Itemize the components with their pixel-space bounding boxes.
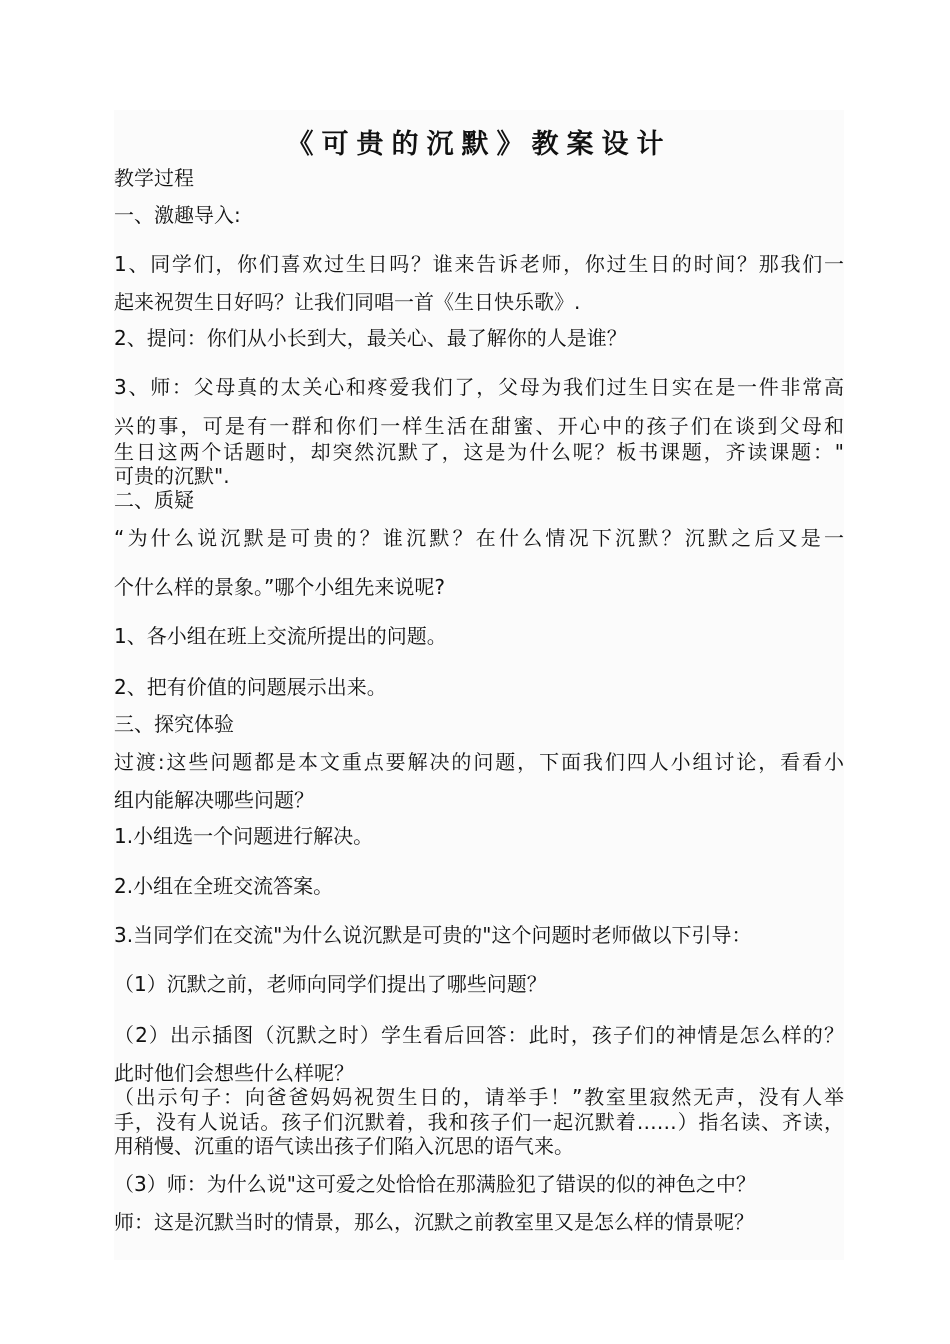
text-line: 此时他们会想些什么样呢？ bbox=[114, 1061, 354, 1085]
text-line: 用稍慢、沉重的语气读出孩子们陷入沉思的语气来。 bbox=[114, 1134, 574, 1158]
text-line: （3）师：为什么说"这可爱之处恰恰在那满脸犯了错误的似的神色之中？ bbox=[114, 1172, 756, 1196]
text-line: 1.小组选一个问题进行解决。 bbox=[114, 824, 374, 848]
text-line: 生日这两个话题时，却突然沉默了，这是为什么呢？板书课题，齐读课题：" bbox=[114, 440, 844, 464]
text-line: （出示句子：向爸爸妈妈祝贺生日的，请举手！”教室里寂然无声，没有人举 bbox=[114, 1085, 844, 1109]
text-line: 2.小组在全班交流答案。 bbox=[114, 874, 334, 898]
section-heading: 一、激趣导入: bbox=[114, 203, 241, 227]
text-line: 1、同学们，你们喜欢过生日吗？谁来告诉老师，你过生日的时间？那我们一 bbox=[114, 252, 844, 276]
text-line: “为什么说沉默是可贵的？谁沉默？在什么情况下沉默？沉默之后又是一 bbox=[114, 526, 844, 550]
text-line: 可贵的沉默". bbox=[114, 464, 230, 488]
text-line: 个什么样的景象。”哪个小组先来说呢? bbox=[114, 575, 445, 599]
section-heading: 二、质疑 bbox=[114, 488, 194, 512]
document-body bbox=[114, 110, 844, 1260]
text-line: 师：这是沉默当时的情景，那么，沉默之前教室里又是怎么样的情景呢？ bbox=[114, 1210, 754, 1234]
text-line: 3、师：父母真的太关心和疼爱我们了，父母为我们过生日实在是一件非常高 bbox=[114, 375, 844, 399]
text-line: （1）沉默之前，老师向同学们提出了哪些问题？ bbox=[114, 972, 547, 996]
text-line: 组内能解决哪些问题？ bbox=[114, 788, 314, 812]
text-line: 2、把有价值的问题展示出来。 bbox=[114, 675, 387, 699]
document-title: 《可贵的沉默》教案设计 bbox=[286, 129, 672, 160]
text-line: 起来祝贺生日好吗？让我们同唱一首《生日快乐歌》. bbox=[114, 290, 581, 314]
text-line: 2、提问：你们从小长到大，最关心、最了解你的人是谁？ bbox=[114, 326, 627, 350]
text-line: 手，没有人说话。孩子们沉默着，我和孩子们一起沉默着……）指名读、齐读， bbox=[114, 1110, 844, 1134]
text-line: 兴的事，可是有一群和你们一样生活在甜蜜、开心中的孩子们在谈到父母和 bbox=[114, 414, 844, 438]
section-heading: 三、探究体验 bbox=[114, 712, 234, 736]
text-line: 教学过程 bbox=[114, 166, 194, 190]
text-line: （2）出示插图（沉默之时）学生看后回答：此时，孩子们的神情是怎么样的？ bbox=[114, 1023, 844, 1047]
text-line: 3.当同学们在交流"为什么说沉默是可贵的"这个问题时老师做以下引导： bbox=[114, 923, 752, 947]
text-line: 过渡:这些问题都是本文重点要解决的问题，下面我们四人小组讨论，看看小 bbox=[114, 750, 844, 774]
text-line: 1、各小组在班上交流所提出的问题。 bbox=[114, 624, 447, 648]
